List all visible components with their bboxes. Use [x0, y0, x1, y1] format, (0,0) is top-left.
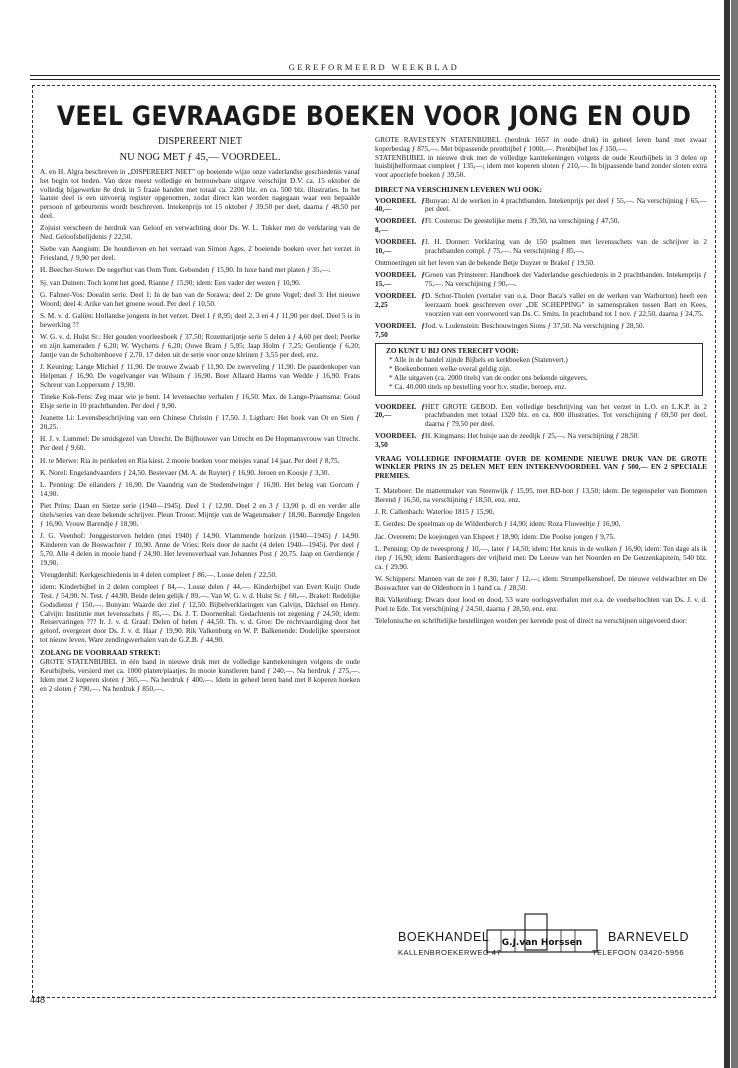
- left-paragraph: S. M. v. d. Galiën: Hollandse jongens in het verzet. Deel 1 ƒ 8,95; deel 2, 3 en 4 ƒ 11,90 per deel. Deel 5 is in bewerking ??: [40, 312, 360, 330]
- logo-text: G.J.van Horssen: [501, 938, 583, 948]
- winkler-prins-notice: VRAAG VOLLEDIGE INFORMATIE OVER DE KOMENDE NIEUWE DRUK VAN DE GROTE WINKLER PRINS IN 25 DELEN MET EEN INTEKENVOORDEEL VAN ƒ 500,— EN 2 SPECIALE PREMIES.: [375, 454, 707, 481]
- streek-text: GROTE STATENBIJBEL in één band in nieuwe druk met de volledige kanttekeningen volgens de oude Keurbijbels, versierd met ca. 1000 platen/plaatjes. In mooie kunstleren band ƒ 240,—. Na herdruk ƒ 275,—. Idem met 2 koperen sloten ƒ 365,—. Na herdruk ƒ 400,—. Idem in geheel leren band met 8 koperen hoeken en 2 sloten ƒ 790,—. Na herdruk ƒ 850,—.: [40, 658, 360, 693]
- voordeel-list-2: [375, 271, 707, 339]
- right-paragraphs: [375, 487, 707, 626]
- voordeel-text: H. Kingmans: Het huisje aan de zeedijk ƒ 25,—. Na verschijning ƒ 28,50.: [425, 432, 640, 441]
- headline: VEEL GEVRAAGDE BOEKEN VOOR JONG EN OUD: [56, 100, 692, 132]
- left-paragraph: Vreugdenhil: Kerkgeschiedenis in 4 delen compleet ƒ 86,—. Losse delen ƒ 22,50.: [40, 570, 277, 579]
- right-paragraph: Jac. Overeem: De koejongen van Elspeet ƒ 18,90; idem: Die Poolse jongen ƒ 9,75.: [375, 532, 615, 541]
- left-paragraph: H. te Merwe: Ria in perikelen en Ria kiest. 2 mooie boeken voor meisjes vanaf 14 jaar. Per deel ƒ 8,75.: [40, 456, 340, 465]
- left-paragraph: H. Beecher-Stowe: De negerhut van Oom Tom. Gebonden ƒ 15,90. In luxe band met platen ƒ 35,—.: [40, 266, 331, 275]
- voordeel-text: Bunyan: Al de werken in 4 prachtbanden. Intekenprijs per deel ƒ 55,—. Na verschijning ƒ 65,— per deel.: [425, 196, 707, 214]
- service-item: * Ca. 40.000 titels op bestelling voor b.v. studie, beroep, enz.: [398, 383, 696, 392]
- voordeel-label: VOORDEEL ƒ 8,—: [375, 217, 425, 235]
- voordeel-text: Groen van Prinsterer: Handboek der Vaderlandse geschiedenis in 2 prachtbanden. Intekenprijs ƒ 75,—. Na verschijning ƒ 90,—.: [425, 271, 707, 289]
- left-paragraph: Siebe van Aangium: De houtdieven en het verraad van Simon Ages. 2 boeiende boeken over het verzet in Friesland, ƒ 9,90 per deel.: [40, 245, 360, 263]
- left-paragraph: J. G. Veenhof: Jonggestorven helden (mei 1940) ƒ 14,90. Vlammende horizon (1940—1945) ƒ 14,90. Kinderen van de Boswachter ƒ 10,90. Anne de Vries: Reis door de nacht (4 delen 1940—1945). Per deel ƒ 5,70. Alle 4 delen in mooie band ƒ 24,90. Het levensverhaal van Johannes Post ƒ 20,75. Jaap en Gerdientje ƒ 19,90.: [40, 532, 360, 567]
- voordeel-list-1: [375, 197, 707, 256]
- scan-edge-shadow: [731, 0, 738, 1068]
- voordeel-label: VOORDEEL ƒ 7,50: [375, 321, 425, 339]
- voordeel-row: [375, 217, 707, 235]
- shop-name: BOEKHANDEL: [398, 930, 490, 944]
- page-number: 448: [30, 995, 45, 1006]
- statenbijbel-paragraph: STATENBIJBEL in nieuwe druk met de volledige kanttekeningen volgens de oude Keurbijbels in 3 delen op huisbijbelformaat compleet ƒ 135,—; idem met koperen sloten ƒ 210,—. In bijpassende band zonder sloten extra voor apocriefe boeken ƒ 39,50.: [375, 153, 707, 180]
- voordeel-text: HET GROTE GEBOD. Een volledige beschrijving van het verzet in L.O. en L.K.P. in 2 prachtbanden met totaal 1320 blz. en ca. 800 illustraties. Tot verschijning ƒ 69,50 per deel, daarna ƒ 79,50 per deel.: [425, 402, 707, 429]
- left-paragraph: H. J. v. Lummel: De smidsgezel van Utrecht. De Bijlhouwer van Utrecht en De Hopmansvrouw van Utrecht. Per deel ƒ 9,60.: [40, 435, 360, 453]
- left-paragraph: G. Fahner-Vos: Doealin serie. Deel 1: In de ban van de Sorawa; deel 2: De grote Vogel; deel 3: Het nieuwe Woord; deel 4: Arike van het groene woud. Per deel ƒ 10,50.: [40, 291, 360, 308]
- rule-top-2: [30, 79, 720, 80]
- service-box-title: ZO KUNT U BIJ ONS TERECHT VOOR:: [386, 346, 519, 355]
- service-box: [375, 343, 703, 396]
- voordeel-row: [375, 432, 707, 450]
- right-paragraph: T. Mateboer: De mattenmaker van Steenwijk ƒ 15,95, met RD-bon ƒ 13,50; idem: De tegenspeler van Bommen Berend ƒ 16,50, na verschijning ƒ 18,50, enz. enz.: [375, 486, 707, 504]
- left-paragraph: K. Norel: Engelandvaarders ƒ 24,50. Bestevaer (M. A. de Ruyter) ƒ 16,90. Jeroen en Koosje ƒ 3,30.: [40, 468, 330, 477]
- service-item: * Alle in de handel zijnde Bijbels en kerkboeken (Statenvert.): [398, 356, 696, 365]
- subheading-voordeel: NU NOG MET ƒ 45,— VOORDEEL.: [119, 151, 281, 163]
- shop-phone: TELEFOON 03420-5956: [592, 948, 685, 957]
- service-item: * Boekenbonnen welke overal geldig zijn.: [398, 365, 696, 374]
- right-column: [375, 136, 707, 630]
- left-column: [40, 136, 360, 697]
- voordeel-row: [375, 322, 707, 340]
- right-paragraph: J. R. Callenbach: Waterloo 1815 ƒ 15,90.: [375, 508, 495, 517]
- streek-title: ZOLANG DE VOORRAAD STREKT:: [40, 648, 161, 657]
- right-paragraph: Rik Valkenburg: Dwars door lood en dood, 53 ware oorlogsverhalen met o.a. de voedseltochten van Ds. J. v. d. Poel te Ede. Tot verschijning ƒ 24,50, daarna ƒ 28,50, enz. enz.: [375, 596, 707, 613]
- running-header: GEREFORMEERD WEEKBLAD: [288, 62, 460, 72]
- left-paragraph: W. G. v. d. Hulst Sr.: Het gouden voorleesboek ƒ 37,50; Rozemarijntje serie 5 delen à ƒ 4,60 per deel; Peerke en zijn kameraden ƒ 6,20; W. Wycherts ƒ 6,20; Ouwe Bram ƒ 5,95; Jaap Holm ƒ 7,25; Gerdientje ƒ 6,20; Jantje van de Scholtenhoeve ƒ 2,70. 17 delen uit de serie voor onze kleinen ƒ 3,55 per deel, enz.: [40, 333, 360, 359]
- voordeel-label: VOORDEEL ƒ 20,—: [375, 402, 425, 420]
- voordeel-row: [375, 403, 707, 429]
- left-paragraph: idem: Kinderbijbel in 2 delen compleet ƒ 84,—. Losse delen ƒ 44,—. Kinderbijbel van Evert Kuijt: Oude Test. ƒ 54,90. N. Test. ƒ 44,90. Beide delen gelijk ƒ 89,—. Van W. G. v. d. Hulst Sr. ƒ 60,—. Brakel: Redelijke Godsdienst ƒ 150,—. Bunyan: Waarde der ziel ƒ 12,50. Bijbelverklaringen van Calvijn, Dächsel en Henry. Calvijn: Institutie met levensschets ƒ 85,—. Ds. J. T. Doornenbal: Gedachtenis tot zegening ƒ 24,50; idem: Reiservaringen ??? Ir. J. v. d. Graaf: Delen of helen ƒ 44,50. Th. v. d. Groe: De rechtvaardiging door het geloof, overgezet door Ds. J. v. d. Haar ƒ 19,90. Rik Valkenburg en W. P. Balkenende: Dodelijke speerstoot tot nieuw leven. Ware zendingsverhalen van de G.Z.B. ƒ 44,90.: [40, 583, 360, 644]
- left-paragraph: Zojuist verscheen de herdruk van Geloof en verwachting door Ds. W. L. Tukker met de verklaring van de Ned. Geloofsbelijdenis ƒ 22,50.: [40, 224, 360, 241]
- voordeel-label: VOORDEEL ƒ 2,25: [375, 292, 425, 310]
- voordeel-row: [375, 238, 707, 256]
- right-paragraph: Telefonische en schriftelijke bestellingen worden per kerende post of direct na verschijnen uitgevoerd door:: [375, 617, 688, 626]
- voordeel-label: VOORDEEL ƒ 40,—: [375, 196, 425, 214]
- left-paragraph: Tineke Kok-Fens: Zeg maar wie je bent. 14 levensechte verhalen ƒ 16,50. Max. de Lange-Praamsma: Goud Elsje serie in 10 prachtbanden. Per deel ƒ 9,90.: [40, 393, 360, 410]
- left-paragraph: Sj. van Duinen: Toch komt het goed, Rianne ƒ 15,90; idem: Een vader der wezen ƒ 10,90.: [40, 278, 301, 287]
- voordeel-label: VOORDEEL ƒ 15,—: [375, 271, 425, 289]
- direct-title: DIRECT NA VERSCHIJNEN LEVEREN WIJ OOK:: [375, 185, 542, 194]
- left-paragraph: A. en H. Algra beschreven in „DISPEREERT NIET” op boeiende wijze onze vaderlandse geschiedenis vanaf het begin tot heden. Van deze meest volledige en betrouwbare uitgave verschijnt D.V. ca. 15 oktober de volledig bijgewerkte 8e druk in 5 fraaie banden met totaal ca. 2200 blz. en ca. 500 blz. illustraties. In het laatste deel is een uitvoerig register opgenomen, zodat direct kan worden nagegaan waar een bepaalde persoon of gebeurtenis wordt beschreven. Intekenprijs tot 15 oktober ƒ 39,50 per deel, daarna ƒ 48,50 per deel.: [40, 167, 360, 220]
- left-paragraph: Jeanette Li: Levensbeschrijving van een Chinese Christin ƒ 17,50. J. Ligthart: Het boek van Ot en Sien ƒ 20,25.: [40, 414, 360, 432]
- bookshop-logo: [375, 912, 713, 982]
- left-paragraphs: [40, 168, 360, 645]
- voordeel-text: J. H. Donner: Verklaring van de 150 psalmen met levensschets van de schrijver in 2 prachtbanden compl. ƒ 75,—. Na verschijning ƒ 85,—.: [425, 238, 707, 256]
- voordeel-list-3: [375, 403, 707, 450]
- service-item: * Alle uitgaven (ca. 2000 titels) van de onder ons bekende uitgevers.: [398, 374, 696, 383]
- shop-address: KALLENBROEKERWEG 47: [398, 948, 502, 957]
- left-paragraph: J. Keuning: Lange Michiel ƒ 11,90. De trouwe Zwaab ƒ 11,90. De zwerveling ƒ 11,90. De paardenkoper van Helpman ƒ 16,90. De vogelvanger van Wilsum ƒ 16,90. Boer Allaard Harms van Wedde ƒ 16,90. Frans Schreur van Loppersum ƒ 19,90.: [40, 363, 360, 389]
- ontmoetingen-paragraph: Ontmoetingen uit het leven van de bekende Betje Duyzer te Brakel ƒ 19,50.: [375, 259, 595, 268]
- voordeel-label: VOORDEEL ƒ 10,—: [375, 238, 425, 256]
- service-box-list: [386, 356, 696, 391]
- voordeel-text: Jod. v. Lodenstein: Beschouwingen Sions ƒ 37,50. Na verschijning ƒ 28,50.: [425, 321, 645, 330]
- voordeel-row: [375, 292, 707, 318]
- voordeel-text: D. Schot-Tholen (vertaler van o.a. Door Baca's vallei en de werken van Warburton) heeft een leerzaam boek geschreven over „DE SCHEPPING” in samenspraken tussen Bart en Kees, voorzien van een voorwoord van Ds. C. Smits. In prachtband tot 1 nov. ƒ 22,50, daarna ƒ 24,75.: [425, 292, 707, 318]
- right-paragraph: W. Schippers: Mannen van de zee ƒ 8,30, later ƒ 12,—; idem: Strumpelkenshoef, De nieuwe veldwachter en De Boswachter van de Oldenborn in 1 band ca. ƒ 28,50.: [375, 575, 707, 592]
- shop-town: BARNEVELD: [608, 930, 690, 944]
- right-paragraph: L. Penning: Op de tweesprong ƒ 10,—, later ƒ 14,50; idem: Het kruis in de wolken ƒ 16,90; idem: Ten dage als ik riep ƒ 16,90; idem: Banierdragers der vrijheid met: De Leeuw van het Noorden en De Geuzenkapitein, 540 blz. ca. ƒ 29,90.: [375, 545, 707, 571]
- voordeel-row: [375, 197, 707, 215]
- voordeel-row: [375, 271, 707, 289]
- rule-top: [30, 75, 720, 76]
- subheading-dispereert: DISPEREERT NIET: [158, 136, 242, 147]
- left-paragraph: L. Penning: De eilanders ƒ 16,90. De Vaandrig van de Stedendwinger ƒ 16,90. Het beleg van Gorcum ƒ 14,90.: [40, 481, 360, 499]
- voordeel-label: VOORDEEL ƒ 3,50: [375, 432, 425, 449]
- right-paragraph: E. Gerdes: De speelman op de Wildenborch ƒ 14,90; idem: Roza Fluweeltje ƒ 16,90.: [375, 520, 621, 529]
- left-paragraph: Piet Prins: Daan en Sietze serie (1940—1945). Deel 1 ƒ 12,90. Deel 2 en 3 ƒ 13,90 p. dl en verder alle titels/series van deze bekende schrijver. Pleun Troost: Mijntje van de Wagenmaker ƒ 18,90. Barendje Engelen ƒ 16,90. Vrouw Barendje ƒ 18,90.: [40, 502, 360, 528]
- scan-edge: [724, 0, 730, 1068]
- ravesteyn-paragraph: GROTE RAVESTEYN STATENBIJBEL (herdruk 1657 in oude druk) in geheel leren band met zwaar koperbeslag ƒ 875,—. Met bijpassende prentbijbel ƒ 1000,—. Prentbijbel los ƒ 150,—.: [375, 136, 707, 153]
- voordeel-text: Fl. Costerus: De geestelijke mens ƒ 39,50, na verschijning ƒ 47,50.: [425, 217, 620, 226]
